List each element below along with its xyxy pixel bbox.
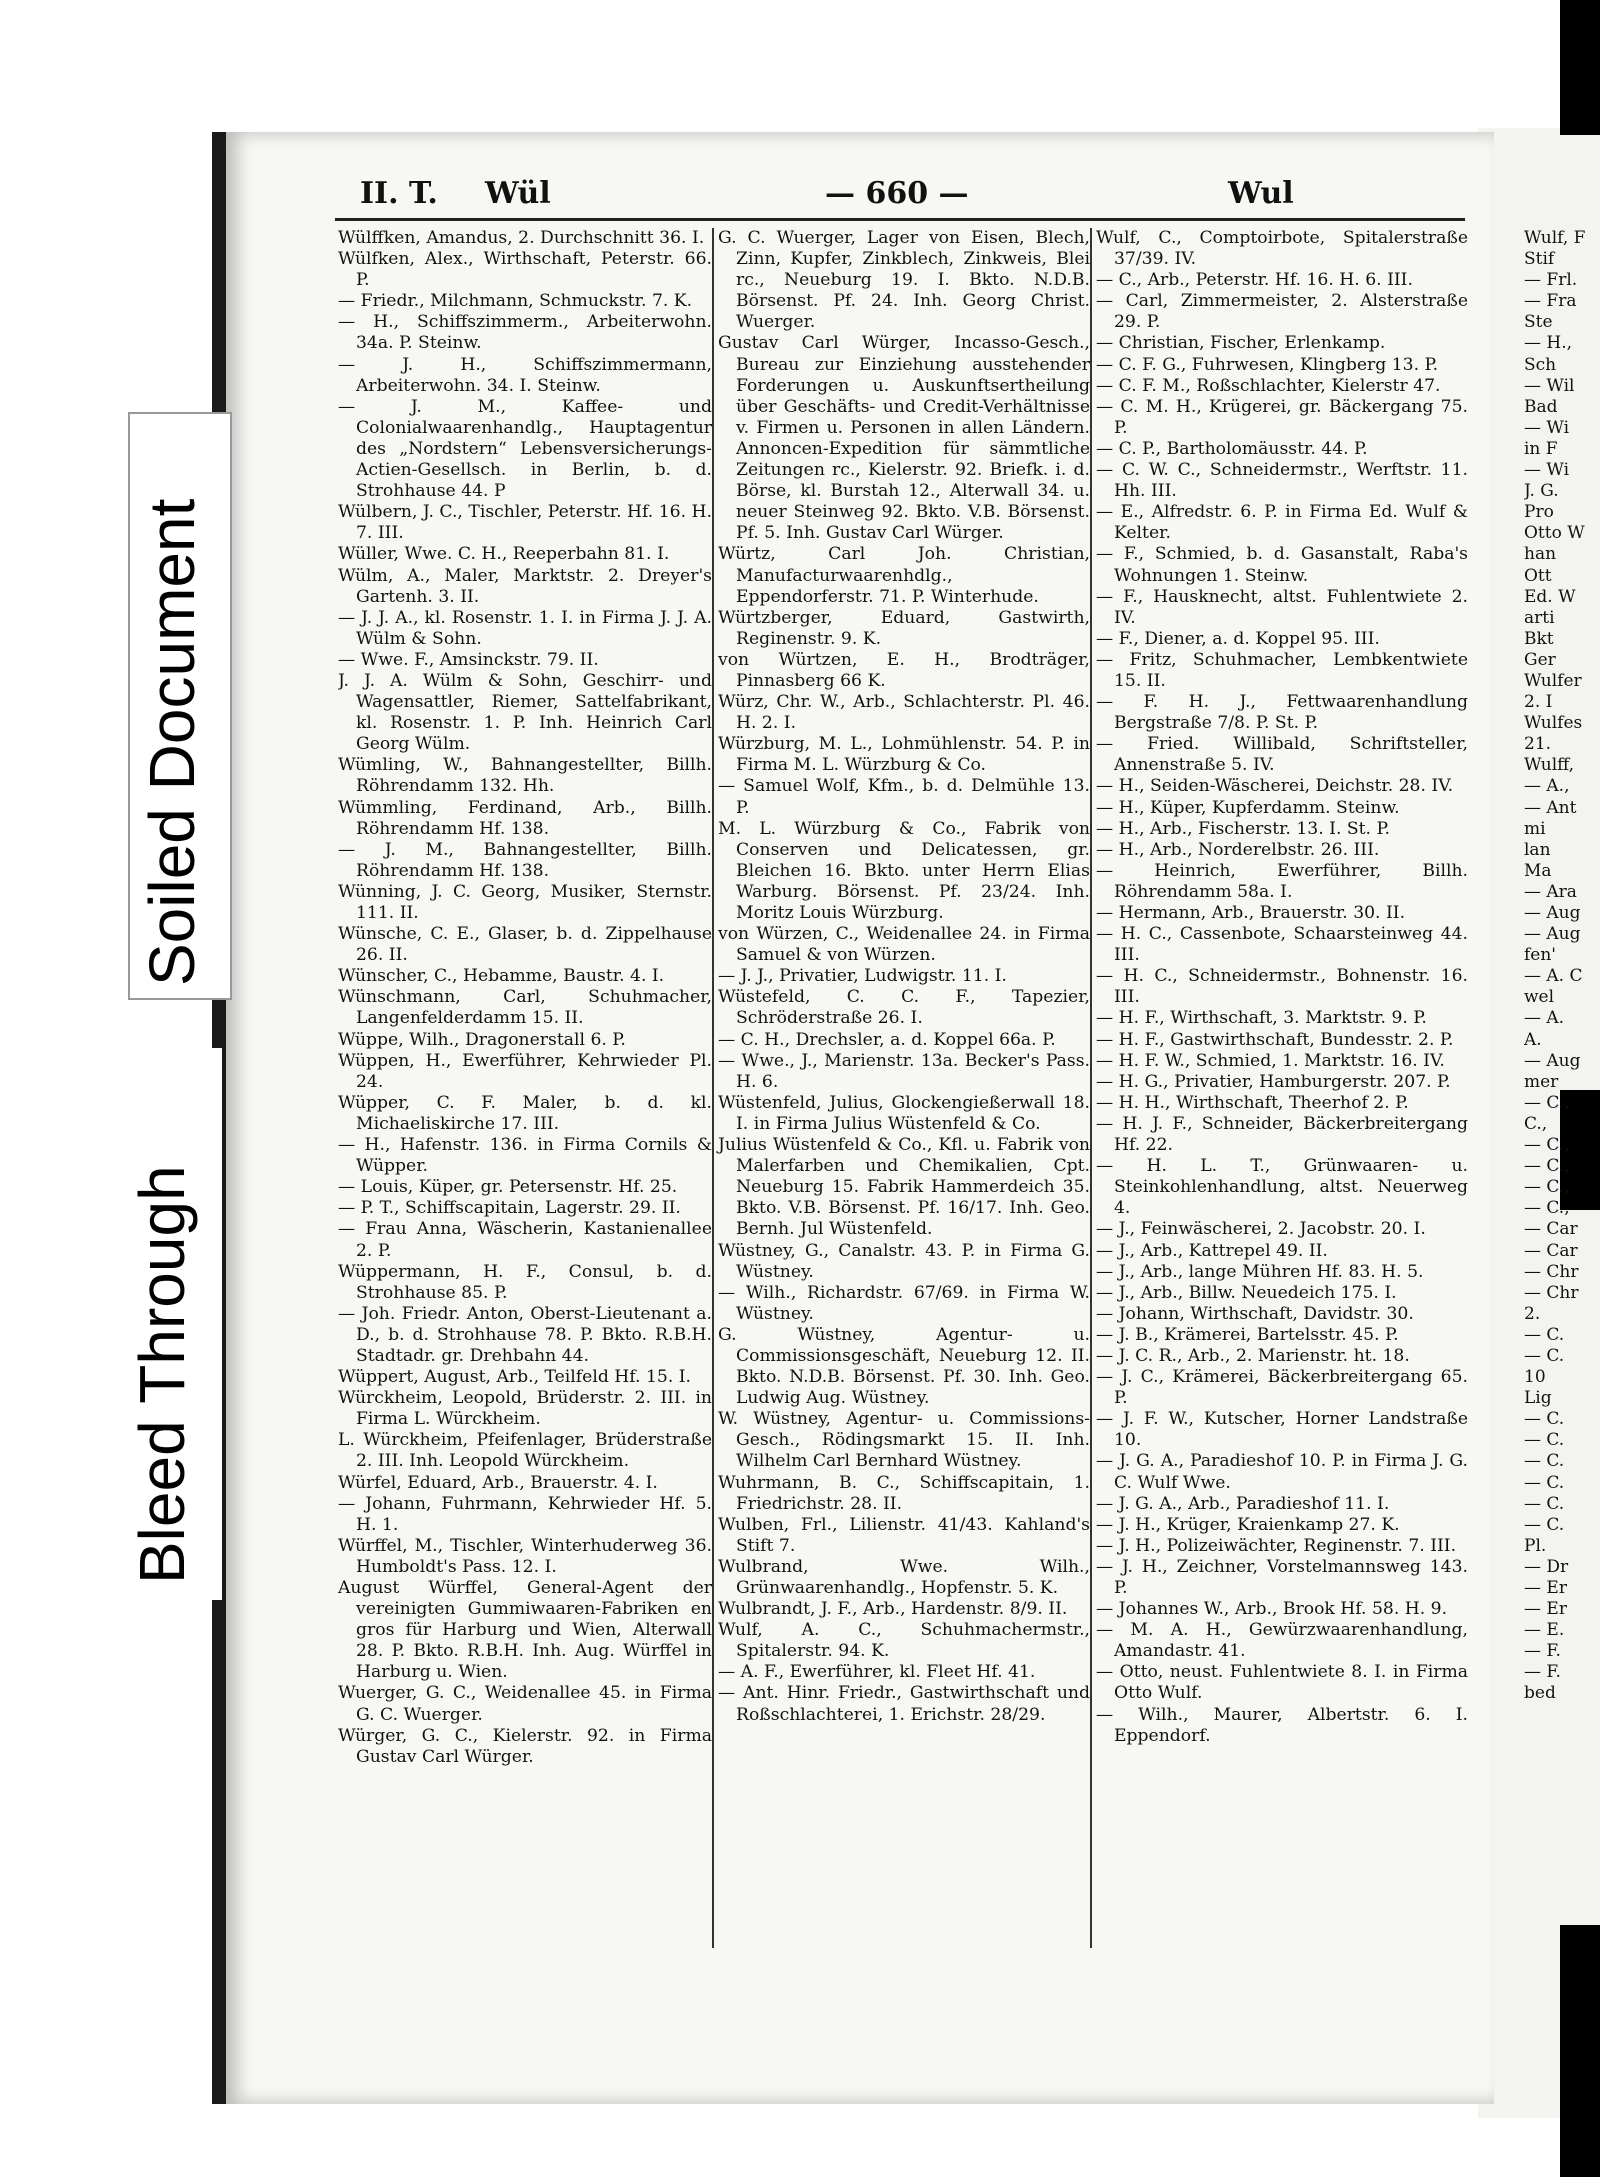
directory-entry: — Joh. Friedr. Anton, Oberst-Lieutenant a. D., b. d. Strohhause 78. P. Bkto. R.B.H. Stadtadr. gr. Drehbahn 44.: [338, 1303, 712, 1366]
directory-entry: Würtz, Carl Joh. Christian, Manufacturwaarenhdlg., Eppendorferstr. 71. P. Winterhude.: [718, 544, 1090, 607]
directory-entry: — F.: [1524, 1662, 1561, 1683]
directory-entry: Wüpper, C. F. Maler, b. d. kl. Michaeliskirche 17. III.: [338, 1092, 712, 1134]
directory-entry: — J., Arb., Kattrepel 49. II.: [1096, 1240, 1328, 1261]
directory-entry: — Aug: [1524, 924, 1581, 945]
directory-entry: fen': [1524, 945, 1556, 966]
directory-entry: G. Wüstney, Agentur- u. Commissionsgeschäft, Neueburg 12. II. Bkto. N.D.B. Börsenst. Pf. 30. Inh. Geo. Ludwig Aug. Wüstney.: [718, 1324, 1090, 1409]
bleed-through-label: [118, 1048, 222, 1600]
directory-entry: — C. F. M., Roßschlachter, Kielerstr 47.: [1096, 375, 1441, 396]
directory-entry: Wünsche, C. E., Glaser, b. d. Zippelhause 26. II.: [338, 924, 712, 966]
directory-entry: Wüppe, Wilh., Dragonerstall 6. P.: [338, 1029, 626, 1050]
header-left: II. T.: [360, 176, 438, 211]
directory-entry: — H. F. W., Schmied, 1. Marktstr. 16. IV.: [1096, 1050, 1445, 1071]
directory-entry: — F., Diener, a. d. Koppel 95. III.: [1096, 628, 1380, 649]
page-number: — 660 —: [825, 176, 969, 211]
directory-entry: mi: [1524, 818, 1546, 839]
directory-entry: — J. M., Bahnangestellter, Billh. Röhrendamm Hf. 138.: [338, 839, 712, 881]
directory-entry: — Louis, Küper, gr. Petersenstr. Hf. 25.: [338, 1177, 678, 1198]
directory-entry: — C. F. G., Fuhrwesen, Klingberg 13. P.: [1096, 354, 1439, 375]
directory-entry: Würckheim, Leopold, Brüderstr. 2. III. in Firma L. Würckheim.: [338, 1388, 712, 1430]
directory-entry: Wüppermann, H. F., Consul, b. d. Strohhause 85. P.: [338, 1261, 712, 1303]
directory-entry: Wüstney, G., Canalstr. 43. P. in Firma G. Wüstney.: [718, 1240, 1090, 1282]
directory-entry: bed: [1524, 1683, 1556, 1704]
directory-entry: Wülfken, Alex., Wirthschaft, Peterstr. 66. P.: [338, 249, 712, 291]
directory-entry: — Dr: [1524, 1556, 1569, 1577]
column-1: [338, 228, 712, 1948]
directory-entry: — H., Schiffszimmerm., Arbeiterwohn. 34a. P. Steinw.: [338, 312, 712, 354]
directory-entry: — E.: [1524, 1620, 1565, 1641]
directory-entry: Lig: [1524, 1388, 1552, 1409]
directory-entry: — J. M., Kaffee- und Colonialwaarenhandlg., Hauptagentur des „Nordstern“ Lebensversicherungs-Actien-Gesellsch. in Berlin, b. d. Strohhause 44. P: [338, 396, 712, 502]
directory-entry: — C.,: [1524, 1092, 1570, 1113]
directory-entry: — F.: [1524, 1641, 1561, 1662]
directory-entry: — H. G., Privatier, Hamburgerstr. 207. P.: [1096, 1071, 1451, 1092]
bleed-through-text: Bleed Through: [126, 1165, 198, 1584]
column-4-partial: [1524, 228, 1600, 1948]
directory-entry: — H., Hafenstr. 136. in Firma Cornils & Wüpper.: [338, 1135, 712, 1177]
directory-entry: — A. C: [1524, 966, 1583, 987]
directory-entry: Wünning, J. C. Georg, Musiker, Sternstr. 111. II.: [338, 881, 712, 923]
directory-entry: — Wi: [1524, 460, 1570, 481]
directory-entry: — P. T., Schiffscapitain, Lagerstr. 29. II.: [338, 1198, 681, 1219]
directory-entry: — J. H., Zeichner, Vorstelmannsweg 143. P.: [1096, 1556, 1468, 1598]
directory-entry: — C.: [1524, 1451, 1565, 1472]
directory-entry: — C., Arb., Peterstr. Hf. 16. H. 6. III.: [1096, 270, 1413, 291]
directory-entry: Wulf, F: [1524, 228, 1586, 248]
directory-entry: — Heinrich, Ewerführer, Billh. Röhrendamm 58a. I.: [1096, 860, 1468, 902]
directory-entry: — H., Seiden-Wäscherei, Deichstr. 28. IV.: [1096, 776, 1454, 797]
directory-entry: — H. J. F., Schneider, Bäckerbreitergang Hf. 22.: [1096, 1113, 1468, 1156]
directory-entry: — Aug: [1524, 1050, 1581, 1071]
directory-entry: — J. F. W., Kutscher, Horner Landstraße 10.: [1096, 1409, 1468, 1451]
directory-entry: — C.: [1524, 1493, 1565, 1514]
directory-entry: arti: [1524, 607, 1555, 628]
directory-entry: Ed. W: [1524, 586, 1576, 607]
directory-entry: — J., Feinwäscherei, 2. Jacobstr. 20. I.: [1096, 1219, 1426, 1240]
directory-entry: 2. I: [1524, 692, 1553, 713]
directory-entry: — C.: [1524, 1409, 1565, 1430]
directory-entry: August Würffel, General-Agent der vereinigten Gummiwaaren-Fabriken en gros für Harburg und Wien, Alterwall 28. P. Bkto. R.B.H. Inh. Aug. Würffel in Harburg u. Wien.: [338, 1578, 712, 1683]
directory-entry: — J. J. A., kl. Rosenstr. 1. I. in Firma J. J. A. Wülm & Sohn.: [338, 607, 712, 649]
directory-entry: — J. H., Schiffszimmermann, Arbeiterwohn. 34. I. Steinw.: [338, 354, 712, 396]
directory-entry: M. L. Würzburg & Co., Fabrik von Conserven und Delicatessen, gr. Bleichen 16. Bkto. unter Herrn Elias Warburg. Börsenst. Pf. 23/24. Inh. Moritz Louis Würzburg.: [718, 818, 1090, 923]
directory-entry: — C.,: [1524, 1156, 1570, 1177]
header-right-word: Wul: [1228, 176, 1294, 211]
header-left-word: Wül: [485, 176, 551, 211]
page-header: [360, 176, 1440, 222]
directory-entry: Pro: [1524, 502, 1554, 523]
column-2: [712, 228, 1090, 1948]
directory-entry: Würfel, Eduard, Arb., Brauerstr. 4. I.: [338, 1472, 658, 1493]
directory-entry: Wüstenfeld, Julius, Glockengießerwall 18. I. in Firma Julius Wüstenfeld & Co.: [718, 1092, 1090, 1134]
directory-entry: Otto W: [1524, 523, 1585, 544]
directory-entry: — Hermann, Arb., Brauerstr. 30. II.: [1096, 903, 1406, 923]
directory-entry: Wulfes: [1524, 713, 1583, 734]
directory-entry: 21.: [1524, 734, 1552, 755]
header-rule: [335, 218, 1465, 221]
margin-bar-top: [1560, 0, 1600, 135]
directory-entry: — Fried. Willibald, Schriftsteller, Annenstraße 5. IV.: [1096, 734, 1468, 776]
directory-entry: — H., Küper, Kupferdamm. Steinw.: [1096, 797, 1400, 818]
directory-entry: — H. L. T., Grünwaaren- u. Steinkohlenhandlung, altst. Neuerweg 4.: [1096, 1156, 1468, 1219]
directory-entry: — Johann, Fuhrmann, Kehrwieder Hf. 5. H. 1.: [338, 1493, 712, 1535]
directory-entry: in F: [1524, 438, 1558, 459]
directory-entry: — Samuel Wolf, Kfm., b. d. Delmühle 13. P.: [718, 776, 1090, 818]
directory-entry: — Aug: [1524, 903, 1581, 923]
directory-entry: — Johannes W., Arb., Brook Hf. 58. H. 9.: [1096, 1599, 1448, 1620]
directory-entry: Wüppen, H., Ewerführer, Kehrwieder Pl. 24.: [338, 1050, 712, 1092]
directory-entry: — H., Arb., Norderelbstr. 26. III.: [1096, 839, 1380, 860]
directory-entry: — J. H., Polizeiwächter, Reginenstr. 7. III.: [1096, 1535, 1457, 1556]
directory-entry: — H., Arb., Fischerstr. 13. I. St. P.: [1096, 818, 1391, 839]
directory-entry: — Carl, Zimmermeister, 2. Alsterstraße 29. P.: [1096, 291, 1468, 333]
directory-entry: — C. M. H., Krügerei, gr. Bäckergang 75. P.: [1096, 396, 1468, 438]
directory-entry: — Wwe. F., Amsinckstr. 79. II.: [338, 649, 599, 670]
directory-entry: Wümling, W., Bahnangestellter, Billh. Röhrendamm 132. Hh.: [338, 755, 712, 797]
directory-entry: Bkt: [1524, 628, 1554, 649]
directory-entry: — Er: [1524, 1578, 1567, 1598]
directory-entry: — A.,: [1524, 776, 1570, 797]
directory-entry: — C.: [1524, 1324, 1565, 1345]
directory-entry: — Wi: [1524, 417, 1570, 438]
directory-entry: — H. H., Wirthschaft, Theerhof 2. P.: [1096, 1092, 1409, 1113]
directory-entry: — Chr: [1524, 1282, 1579, 1303]
directory-entry: — Car: [1524, 1240, 1578, 1261]
directory-entry: — C.,: [1524, 1135, 1570, 1156]
directory-entry: — J. C. R., Arb., 2. Marienstr. ht. 18.: [1096, 1345, 1410, 1366]
directory-entry: — M. A. H., Gewürzwaarenhandlung, Amandastr. 41.: [1096, 1620, 1468, 1662]
directory-entry: — Friedr., Milchmann, Schmuckstr. 7. K.: [338, 291, 693, 312]
directory-entry: — Wil: [1524, 375, 1575, 396]
directory-entry: — H.,: [1524, 333, 1573, 354]
directory-entry: mer: [1524, 1071, 1559, 1092]
directory-entry: — E., Alfredstr. 6. P. in Firma Ed. Wulf & Kelter.: [1096, 502, 1468, 544]
directory-entry: — Ant. Hinr. Friedr., Gastwirthschaft und Roßschlachterei, 1. Erichstr. 28/29.: [718, 1683, 1090, 1725]
directory-entry: — H. C., Schneidermstr., Bohnenstr. 16. III.: [1096, 966, 1468, 1008]
directory-entry: — A.: [1524, 1008, 1565, 1029]
directory-entry: — Johann, Wirthschaft, Davidstr. 30.: [1096, 1303, 1414, 1324]
directory-entry: — J. B., Krämerei, Bartelsstr. 45. P.: [1096, 1324, 1399, 1345]
directory-entry: — C. P., Bartholomäusstr. 44. P.: [1096, 438, 1368, 459]
directory-entry: Julius Wüstenfeld & Co., Kfl. u. Fabrik von Malerfarben und Chemikalien, Cpt. Neueburg 15. Fabrik Hammerdeich 35. Bkto. V.B. Börsenst. Pf. 16/17. Inh. Geo. Bernh. Jul Wüstenfeld.: [718, 1135, 1090, 1240]
margin-bar-bottom: [1560, 1925, 1600, 2177]
directory-entry: — Car: [1524, 1219, 1578, 1240]
directory-entry: Wulf, A. C., Schuhmachermstr., Spitalerstr. 94. K.: [718, 1620, 1090, 1662]
directory-entry: — C.: [1524, 1430, 1565, 1451]
directory-entry: Wulff,: [1524, 755, 1575, 776]
directory-entry: — C.,: [1524, 1177, 1570, 1198]
directory-entry: lan: [1524, 839, 1551, 860]
directory-entry: — F. H. J., Fettwaarenhandlung Bergstraße 7/8. P. St. P.: [1096, 692, 1468, 734]
directory-entry: — Frau Anna, Wäscherin, Kastanienallee 2. P.: [338, 1219, 712, 1261]
soiled-document-label: [128, 412, 232, 1000]
directory-entry: Stif: [1524, 249, 1555, 270]
directory-entry: — Er: [1524, 1599, 1567, 1620]
directory-entry: — Chr: [1524, 1261, 1579, 1282]
directory-entry: Wulbrandt, J. F., Arb., Hardenstr. 8/9. II.: [718, 1599, 1068, 1620]
directory-entry: — C.: [1524, 1472, 1565, 1493]
directory-entry: 10: [1524, 1367, 1546, 1388]
directory-entry: Wümmling, Ferdinand, Arb., Billh. Röhrendamm Hf. 138.: [338, 797, 712, 839]
directory-entry: Wulf, C., Comptoirbote, Spitalerstraße 37/39. IV.: [1096, 228, 1468, 270]
directory-entry: Ger: [1524, 649, 1556, 670]
directory-entry: Bad: [1524, 396, 1558, 417]
directory-entry: L. Würckheim, Pfeifenlager, Brüderstraße 2. III. Inh. Leopold Würckheim.: [338, 1430, 712, 1472]
directory-entry: Wüller, Wwe. C. H., Reeperbahn 81. I.: [338, 544, 670, 565]
directory-entry: — J. G. A., Paradieshof 10. P. in Firma J. G. C. Wulf Wwe.: [1096, 1451, 1468, 1493]
directory-entry: — C.,: [1524, 1198, 1570, 1219]
directory-entry: Würz, Chr. W., Arb., Schlachterstr. Pl. 46. H. 2. I.: [718, 692, 1090, 734]
soiled-document-text: Soiled Document: [136, 498, 208, 986]
directory-entry: von Würtzen, E. H., Brodträger, Pinnasberg 66 K.: [718, 649, 1090, 691]
directory-entry: Sch: [1524, 354, 1557, 375]
directory-entry: Ste: [1524, 312, 1553, 333]
directory-entry: — C. W. C., Schneidermstr., Werftstr. 11. Hh. III.: [1096, 460, 1468, 502]
directory-entry: Wülffken, Amandus, 2. Durchschnitt 36. I.: [338, 228, 705, 248]
directory-entry: — Otto, neust. Fuhlentwiete 8. I. in Firma Otto Wulf.: [1096, 1662, 1468, 1704]
directory-entry: von Würzen, C., Weidenallee 24. in Firma Samuel & von Würzen.: [718, 924, 1090, 966]
directory-entry: — H. C., Cassenbote, Schaarsteinweg 44. III.: [1096, 924, 1468, 966]
directory-entry: Wüppert, August, Arb., Teilfeld Hf. 15. I.: [338, 1367, 691, 1388]
directory-entry: Wuhrmann, B. C., Schiffscapitain, 1. Friedrichstr. 28. II.: [718, 1472, 1090, 1514]
directory-entry: Wuerger, G. C., Weidenallee 45. in Firma G. C. Wuerger.: [338, 1683, 712, 1725]
directory-entry: G. C. Wuerger, Lager von Eisen, Blech, Zinn, Kupfer, Zinkblech, Zinkweis, Blei rc., Neueburg 19. I. Bkto. N.D.B. Börsenst. Pf. 24. Inh. Georg Christ. Wuerger.: [718, 228, 1090, 333]
directory-entry: — Wilh., Richardstr. 67/69. in Firma W. Wüstney.: [718, 1282, 1090, 1324]
directory-entry: han: [1524, 544, 1557, 565]
directory-entry: Würffel, M., Tischler, Winterhuderweg 36. Humboldt's Pass. 12. I.: [338, 1535, 712, 1577]
directory-entry: — J. C., Krämerei, Bäckerbreitergang 65. P.: [1096, 1367, 1468, 1409]
directory-entry: Wülbern, J. C., Tischler, Peterstr. Hf. 16. H. 7. III.: [338, 502, 712, 544]
directory-entry: — C. H., Drechsler, a. d. Koppel 66a. P.: [718, 1029, 1056, 1050]
directory-entry: Wülm, A., Maler, Marktstr. 2. Dreyer's Gartenh. 3. II.: [338, 565, 712, 607]
directory-entry: W. Wüstney, Agentur- u. Commissions-Gesch., Rödingsmarkt 15. II. Inh. Wilhelm Carl Bernhard Wüstney.: [718, 1409, 1090, 1472]
directory-entry: Pl.: [1524, 1535, 1547, 1556]
directory-entry: — Ara: [1524, 881, 1577, 902]
directory-entry: — F., Schmied, b. d. Gasanstalt, Raba's Wohnungen 1. Steinw.: [1096, 544, 1468, 586]
directory-entry: — J. J., Privatier, Ludwigstr. 11. I.: [718, 966, 1007, 987]
directory-entry: Wüstefeld, C. C. F., Tapezier, Schröderstraße 26. I.: [718, 987, 1090, 1029]
directory-entry: Wünschmann, Carl, Schuhmacher, Langenfelderdamm 15. II.: [338, 987, 712, 1029]
directory-entry: — Wwe., J., Marienstr. 13a. Becker's Pass. H. 6.: [718, 1050, 1090, 1092]
directory-entry: — F., Hausknecht, altst. Fuhlentwiete 2. IV.: [1096, 586, 1468, 628]
directory-entry: Wünscher, C., Hebamme, Baustr. 4. I.: [338, 966, 665, 987]
directory-entry: Wulfer: [1524, 670, 1582, 691]
directory-entry: 2.: [1524, 1303, 1541, 1324]
directory-entry: Würtzberger, Eduard, Gastwirth, Reginenstr. 9. K.: [718, 607, 1090, 649]
directory-entry: — Fritz, Schuhmacher, Lembkentwiete 15. II.: [1096, 649, 1468, 691]
directory-entry: — J., Arb., lange Mühren Hf. 83. H. 5.: [1096, 1261, 1424, 1282]
directory-entry: J. J. A. Wülm & Sohn, Geschirr- und Wagensattler, Riemer, Sattelfabrikant, kl. Rosenstr. 1. P. Inh. Heinrich Carl Georg Wülm.: [338, 670, 712, 755]
directory-entry: — Frl.: [1524, 270, 1578, 291]
directory-entry: — C.: [1524, 1345, 1565, 1366]
directory-entry: Wulben, Frl., Lilienstr. 41/43. Kahland's Stift 7.: [718, 1514, 1090, 1556]
directory-entry: Würger, G. C., Kielerstr. 92. in Firma Gustav Carl Würger.: [338, 1725, 712, 1767]
directory-entry: Ma: [1524, 860, 1552, 881]
directory-entry: — C.: [1524, 1514, 1565, 1535]
directory-entry: J. G.: [1524, 481, 1559, 502]
directory-entry: — Ant: [1524, 797, 1577, 818]
directory-entry: Würzburg, M. L., Lohmühlenstr. 54. P. in Firma M. L. Würzburg & Co.: [718, 734, 1090, 776]
directory-entry: — H. F., Gastwirthschaft, Bundesstr. 2. P.: [1096, 1029, 1454, 1050]
column-3: [1090, 228, 1468, 1948]
directory-entry: — J. G. A., Arb., Paradieshof 11. I.: [1096, 1493, 1390, 1514]
directory-entry: — Wilh., Maurer, Albertstr. 6. I. Eppendorf.: [1096, 1704, 1468, 1746]
directory-entry: — Christian, Fischer, Erlenkamp.: [1096, 333, 1386, 354]
directory-entry: Gustav Carl Würger, Incasso-Gesch., Bureau zur Einziehung ausstehender Forderungen u. Auskunftsertheilung über Geschäfts- und Credit-Verhältnisse v. Firmen u. Personen in allen Ländern. Annoncen-Expedition für sämmtliche Zeitungen rc., Kielerstr. 92. Briefk. i. d. Börse, kl. Burstah 12., Alterwall 34. u. neuer Steinweg 92. Bkto. V.B. Börsenst. Pf. 5. Inh. Gustav Carl Würger.: [718, 333, 1090, 544]
directory-entry: — Fra: [1524, 291, 1577, 312]
directory-entry: wel: [1524, 987, 1555, 1008]
directory-entry: Wulbrand, Wwe. Wilh., Grünwaarenhandlg., Hopfenstr. 5. K.: [718, 1556, 1090, 1598]
directory-entry: — A. F., Ewerführer, kl. Fleet Hf. 41.: [718, 1662, 1036, 1683]
directory-entry: — J. H., Krüger, Kraienkamp 27. K.: [1096, 1514, 1400, 1535]
directory-entry: C.,: [1524, 1113, 1548, 1134]
directory-entry: Ott: [1524, 565, 1552, 586]
directory-entry: A.: [1524, 1029, 1542, 1050]
directory-entry: — H. F., Wirthschaft, 3. Marktstr. 9. P.: [1096, 1008, 1427, 1029]
directory-entry: — J., Arb., Billw. Neuedeich 175. I.: [1096, 1282, 1397, 1303]
